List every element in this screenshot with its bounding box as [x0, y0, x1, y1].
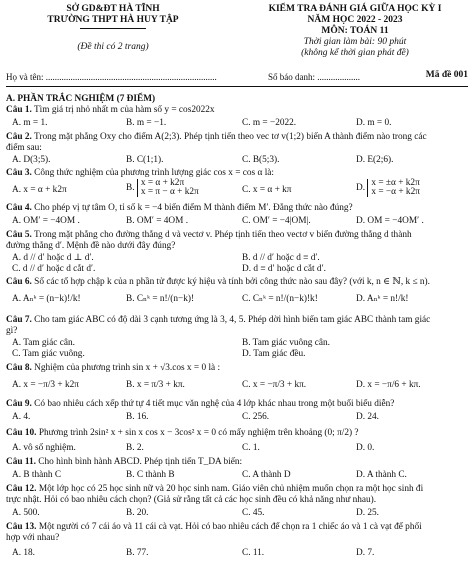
q6-option-a[interactable]: A. Aₙᵏ = (n−k)!/k!: [12, 294, 81, 304]
q2-option-a[interactable]: A. D(3;5).: [12, 155, 51, 165]
student-info-row: [6, 72, 468, 82]
question-text: Trong mặt phẳng cho đường thẳng d và vectơ v. Phép tịnh tiến theo vectơ v biến đường thẳng d thành: [34, 230, 412, 240]
option-text: x = α + k2π: [23, 185, 67, 195]
question-2-cont: điểm sau:: [6, 143, 42, 153]
question-13: [6, 522, 422, 533]
question-text: Tìm giá trị nhỏ nhất m của hàm số y = cos2022x: [34, 105, 215, 115]
exam-year: NĂM HỌC 2022 - 2023: [307, 15, 403, 25]
q12-option-c[interactable]: C. 45.: [242, 508, 265, 518]
school-underline: [80, 28, 146, 29]
question-text: Cho phép vị tự tâm O, tỉ số k = −4 biến điểm M thành điểm M′. Đẳng thức nào đúng?: [34, 203, 353, 213]
q11-option-c[interactable]: C. A thành D: [242, 470, 291, 480]
question-text: Số các tổ hợp chập k của n phần tử được ký hiệu và tính bởi công thức nào sau đây? (với k, n ∈ ℕ, k ≤ n).: [34, 277, 430, 287]
name-field[interactable]: Họ và tên: ............................................................................: [6, 72, 217, 82]
question-text: Phương trình 2sin² x + sin x cos x − 3cos² x = 0 có mấy nghiệm trên khoảng (0; π/2) ?: [38, 428, 359, 438]
q3-option-a[interactable]: [12, 185, 67, 196]
question-text: Có bao nhiêu cách xếp thứ tự 4 tiết mục văn nghệ của 4 lớp khác nhau trong một buổi biểu diễn?: [34, 399, 395, 409]
question-text: Cho tam giác ABC có độ dài 3 cạnh tương ứng là 3, 4, 5. Phép dời hình biến tam giác ABC thành tam giác: [34, 315, 431, 325]
question-number: Câu 9.: [6, 399, 32, 409]
question-7-cont: gì?: [6, 326, 18, 336]
option-letter: B.: [126, 183, 135, 194]
question-2: [6, 132, 427, 143]
q4-option-d[interactable]: D. OM = −4OM′ .: [356, 216, 424, 226]
q9-option-a[interactable]: A. 4.: [12, 412, 31, 422]
option-letter: D.: [356, 183, 366, 194]
dept-name: SỞ GD&ĐT HÀ TĨNH: [66, 4, 160, 14]
option-letter: C.: [242, 185, 251, 195]
question-number: Câu 2.: [6, 132, 32, 142]
q5-option-a[interactable]: A. d // d′ hoặc d ⊥ d′.: [12, 253, 94, 263]
q5-option-d[interactable]: D. d ≡ d′ hoặc d cắt d′.: [242, 264, 326, 274]
exam-code: Mã đề 001: [425, 70, 468, 80]
question-text: Cho hình bình hành ABCD. Phép tịnh tiến T_DA biến:: [38, 457, 243, 467]
option-line-1: x = α + k2π: [140, 178, 185, 188]
q13-option-c[interactable]: C. 11.: [242, 548, 265, 558]
q13-option-a[interactable]: A. 18.: [12, 548, 35, 558]
question-text: Một người có 7 cái áo và 11 cái cà vạt. Hỏi có bao nhiêu cách để chọn ra 1 chiếc áo và 1 cà vạt để phối: [38, 522, 422, 532]
q11-option-b[interactable]: B. C thành B: [126, 470, 175, 480]
q1-option-a[interactable]: A. m = 1.: [12, 118, 48, 128]
q7-option-c[interactable]: C. Tam giác vuông.: [12, 349, 85, 359]
question-text: Trong mặt phẳng Oxy cho điểm A(2;3). Phép tịnh tiến theo vec tơ v(1;2) biến A thành điểm nào trong các: [34, 132, 427, 142]
question-number: Câu 10.: [6, 428, 37, 438]
option-bracket: [367, 179, 420, 197]
sbd-field[interactable]: Số báo danh: ...................: [268, 72, 360, 82]
school-name: TRƯỜNG THPT HÀ HUY TẬP: [47, 15, 179, 25]
question-10: [6, 428, 359, 439]
question-12-cont: trực nhật. Hỏi có bao nhiêu cách chọn? (Giả sử rằng tất cả các học sinh đều có khả năng như nhau).: [6, 495, 377, 505]
q4-option-a[interactable]: A. OM′ = −4OM .: [12, 216, 80, 226]
q12-option-a[interactable]: A. 500.: [12, 508, 40, 518]
q1-option-c[interactable]: C. m = −2022.: [242, 118, 297, 128]
q6-option-c[interactable]: C. Cₙᵏ = n!/(n−k)!k!: [242, 294, 318, 304]
question-text: Nghiệm của phương trình sin x + √3.cos x = 0 là :: [34, 363, 221, 373]
exam-time: Thời gian làm bài: 90 phút: [303, 37, 407, 47]
q4-option-c[interactable]: C. OM′ = −4|OM|.: [242, 216, 311, 226]
q9-option-d[interactable]: D. 24.: [356, 412, 379, 422]
q6-option-d[interactable]: D. Aₙᵏ = n!/k!: [356, 294, 409, 304]
question-number: Câu 12.: [6, 484, 37, 494]
q8-option-d[interactable]: D. x = −π/6 + kπ.: [356, 380, 421, 390]
question-1: [6, 105, 215, 116]
q1-option-b[interactable]: B. m = −1.: [126, 118, 167, 128]
q8-option-a[interactable]: A. x = −π/3 + k2π: [12, 380, 79, 390]
question-7: [6, 315, 430, 326]
q12-option-b[interactable]: B. 20.: [126, 508, 149, 518]
q9-option-c[interactable]: C. 256.: [242, 412, 270, 422]
question-8: [6, 363, 220, 374]
q2-option-c[interactable]: C. B(5;3).: [242, 155, 280, 165]
question-6: [6, 277, 430, 288]
q2-option-b[interactable]: B. C(1;1).: [126, 155, 164, 165]
q6-option-b[interactable]: B. Cₙᵏ = n!/(n−k)!: [126, 294, 195, 304]
question-number: Câu 5.: [6, 230, 32, 240]
option-line-1: x = ±α + k2π: [371, 178, 420, 188]
question-5: [6, 230, 412, 241]
section-a-title: A. PHẦN TRẮC NGHIỆM (7 ĐIỂM): [6, 94, 156, 104]
q10-option-a[interactable]: A. vô số nghiệm.: [12, 443, 76, 453]
question-number: Câu 8.: [6, 363, 32, 373]
question-12: [6, 484, 423, 495]
question-9: [6, 399, 394, 410]
question-text: Công thức nghiệm của phương trình lượng giác cos x = cos α là:: [34, 168, 274, 178]
q10-option-b[interactable]: B. 2.: [126, 443, 144, 453]
option-line-2: x = π − α + k2π: [140, 187, 199, 197]
q3-option-d[interactable]: [356, 179, 420, 197]
q8-option-b[interactable]: B. x = π/3 + kπ.: [126, 380, 185, 390]
question-number: Câu 11.: [6, 457, 36, 467]
option-line-2: x = −α + k2π: [371, 187, 420, 197]
exam-title: KIỂM TRA ĐÁNH GIÁ GIỮA HỌC KỲ I: [268, 4, 442, 14]
q12-option-d[interactable]: D. 25.: [356, 508, 379, 518]
q7-option-d[interactable]: D. Tam giác đều.: [242, 349, 306, 359]
q13-option-b[interactable]: B. 77.: [126, 548, 149, 558]
question-number: Câu 4.: [6, 203, 32, 213]
q13-option-d[interactable]: D. 7.: [356, 548, 375, 558]
question-5-cont: đường thẳng d′. Mệnh đề nào dưới đây đúng?: [6, 241, 176, 251]
q8-option-c[interactable]: C. x = −π/3 + kπ.: [242, 380, 307, 390]
q11-option-d[interactable]: D. A thành C.: [356, 470, 407, 480]
question-number: Câu 13.: [6, 522, 37, 532]
info-divider: [6, 86, 468, 87]
option-letter: A.: [12, 185, 22, 195]
q4-option-b[interactable]: B. OM′ = 4OM .: [126, 216, 189, 226]
exam-subject: MÔN: TOÁN 11: [321, 26, 389, 36]
q2-option-d[interactable]: D. E(2;6).: [356, 155, 394, 165]
q5-option-b[interactable]: B. d // d′ hoặc d ≡ d′.: [242, 253, 320, 263]
q3-option-c[interactable]: [242, 185, 292, 196]
q11-option-a[interactable]: A. B thành C: [12, 470, 62, 480]
q3-option-b[interactable]: [126, 179, 199, 197]
question-11: [6, 457, 242, 468]
question-number: Câu 3.: [6, 168, 32, 178]
question-4: [6, 203, 353, 214]
page-count: (Đề thi có 2 trang): [77, 42, 149, 52]
question-text: Một lớp học có 25 học sinh nữ và 20 học sinh nam. Giáo viên chủ nhiệm muốn chọn ra một học sinh đi: [38, 484, 424, 494]
q7-option-a[interactable]: A. Tam giác cân.: [12, 338, 75, 348]
option-text: x = α + kπ: [252, 185, 292, 195]
exam-header: [0, 2, 474, 60]
q10-option-d[interactable]: D. 0.: [356, 443, 375, 453]
question-number: Câu 1.: [6, 105, 32, 115]
q5-option-c[interactable]: C. d // d′ hoặc d cắt d′.: [12, 264, 96, 274]
q9-option-b[interactable]: B. 16.: [126, 412, 149, 422]
q1-option-d[interactable]: D. m = 0.: [356, 118, 392, 128]
q10-option-c[interactable]: C. 1.: [242, 443, 260, 453]
question-number: Câu 7.: [6, 315, 32, 325]
exam-time-note: (không kể thời gian phát đề): [301, 48, 409, 58]
option-bracket: [137, 179, 199, 197]
question-number: Câu 6.: [6, 277, 32, 287]
q7-option-b[interactable]: B. Tam giác vuông cân.: [242, 338, 330, 348]
question-13-cont: hợp với nhau?: [6, 533, 60, 543]
